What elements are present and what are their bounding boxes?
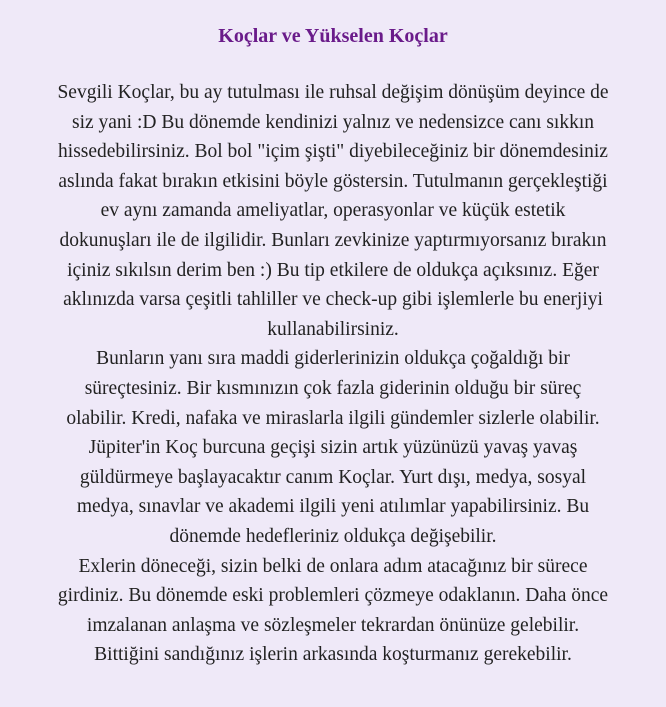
- text-line: Sevgili Koçlar, bu ay tutulması ile ruhsal değişim dönüşüm deyince de: [57, 82, 609, 103]
- text-line: ev aynı zamanda ameliyatlar, operasyonlar ve küçük estetik: [100, 200, 566, 222]
- text-line: aklınızda varsa çeşitli tahliller ve check-up gibi işlemlerle bu enerjiyi: [63, 289, 603, 311]
- text-line: Bittiğini sandığınız işlerin arkasında koşturmanız gerekebilir.: [94, 644, 572, 666]
- text-line: medya, sınavlar ve akademi ilgili yeni atılımlar yapabilirsiniz. Bu: [76, 496, 590, 518]
- text-line: hissedebilirsiniz. Bol bol "içim şişti" diyebileceğiniz bir dönemdesiniz: [58, 141, 608, 163]
- text-line: girdiniz. Bu dönemde eski problemleri çözmeye odaklanın. Daha önce: [57, 585, 609, 607]
- text-line: dokunuşları ile de ilgilidir. Bunları zevkinize yaptırmıyorsanız bırakın: [59, 229, 607, 251]
- text-line: imzalanan anlaşma ve sözleşmeler tekrardan önünüze gelebilir.: [86, 614, 580, 636]
- text-line: siz yani :D Bu dönemde kendinizi yalnız ve nedensizce canı sıkkın: [71, 111, 594, 133]
- text-line: içiniz sıkılsın derim ben :) Bu tip etkilere de oldukça açıksınız. Eğer: [67, 259, 599, 281]
- text-line: Jüpiter'in Koç burcuna geçişi sizin artık yüzünüzü yavaş yavaş: [88, 437, 578, 459]
- text-line: Bunların yanı sıra maddi giderlerinizin oldukça çoğaldığı bir: [96, 348, 570, 370]
- text-line: dönemde hedefleriniz oldukça değişebilir.: [169, 525, 497, 547]
- article-body: [10, 78, 656, 670]
- text-line: Exlerin döneceği, sizin belki de onlara adım atacağınız bir sürece: [78, 555, 588, 577]
- text-line: güldürmeye başlayacaktır canım Koçlar. Yurt dışı, medya, sosyal: [79, 466, 587, 488]
- text-line: kullanabilirsiniz.: [267, 318, 399, 340]
- text-line: süreçtesiniz. Bir kısmınızın çok fazla giderinin olduğu bir süreç: [84, 377, 582, 399]
- article-title: Koçlar ve Yükselen Koçlar: [218, 25, 448, 47]
- text-line: olabilir. Kredi, nafaka ve miraslarla ilgili gündemler sizlerle olabilir.: [66, 407, 600, 429]
- text-line: aslında fakat bırakın etkisini böyle göstersin. Tutulmanın gerçekleştiği: [58, 170, 608, 192]
